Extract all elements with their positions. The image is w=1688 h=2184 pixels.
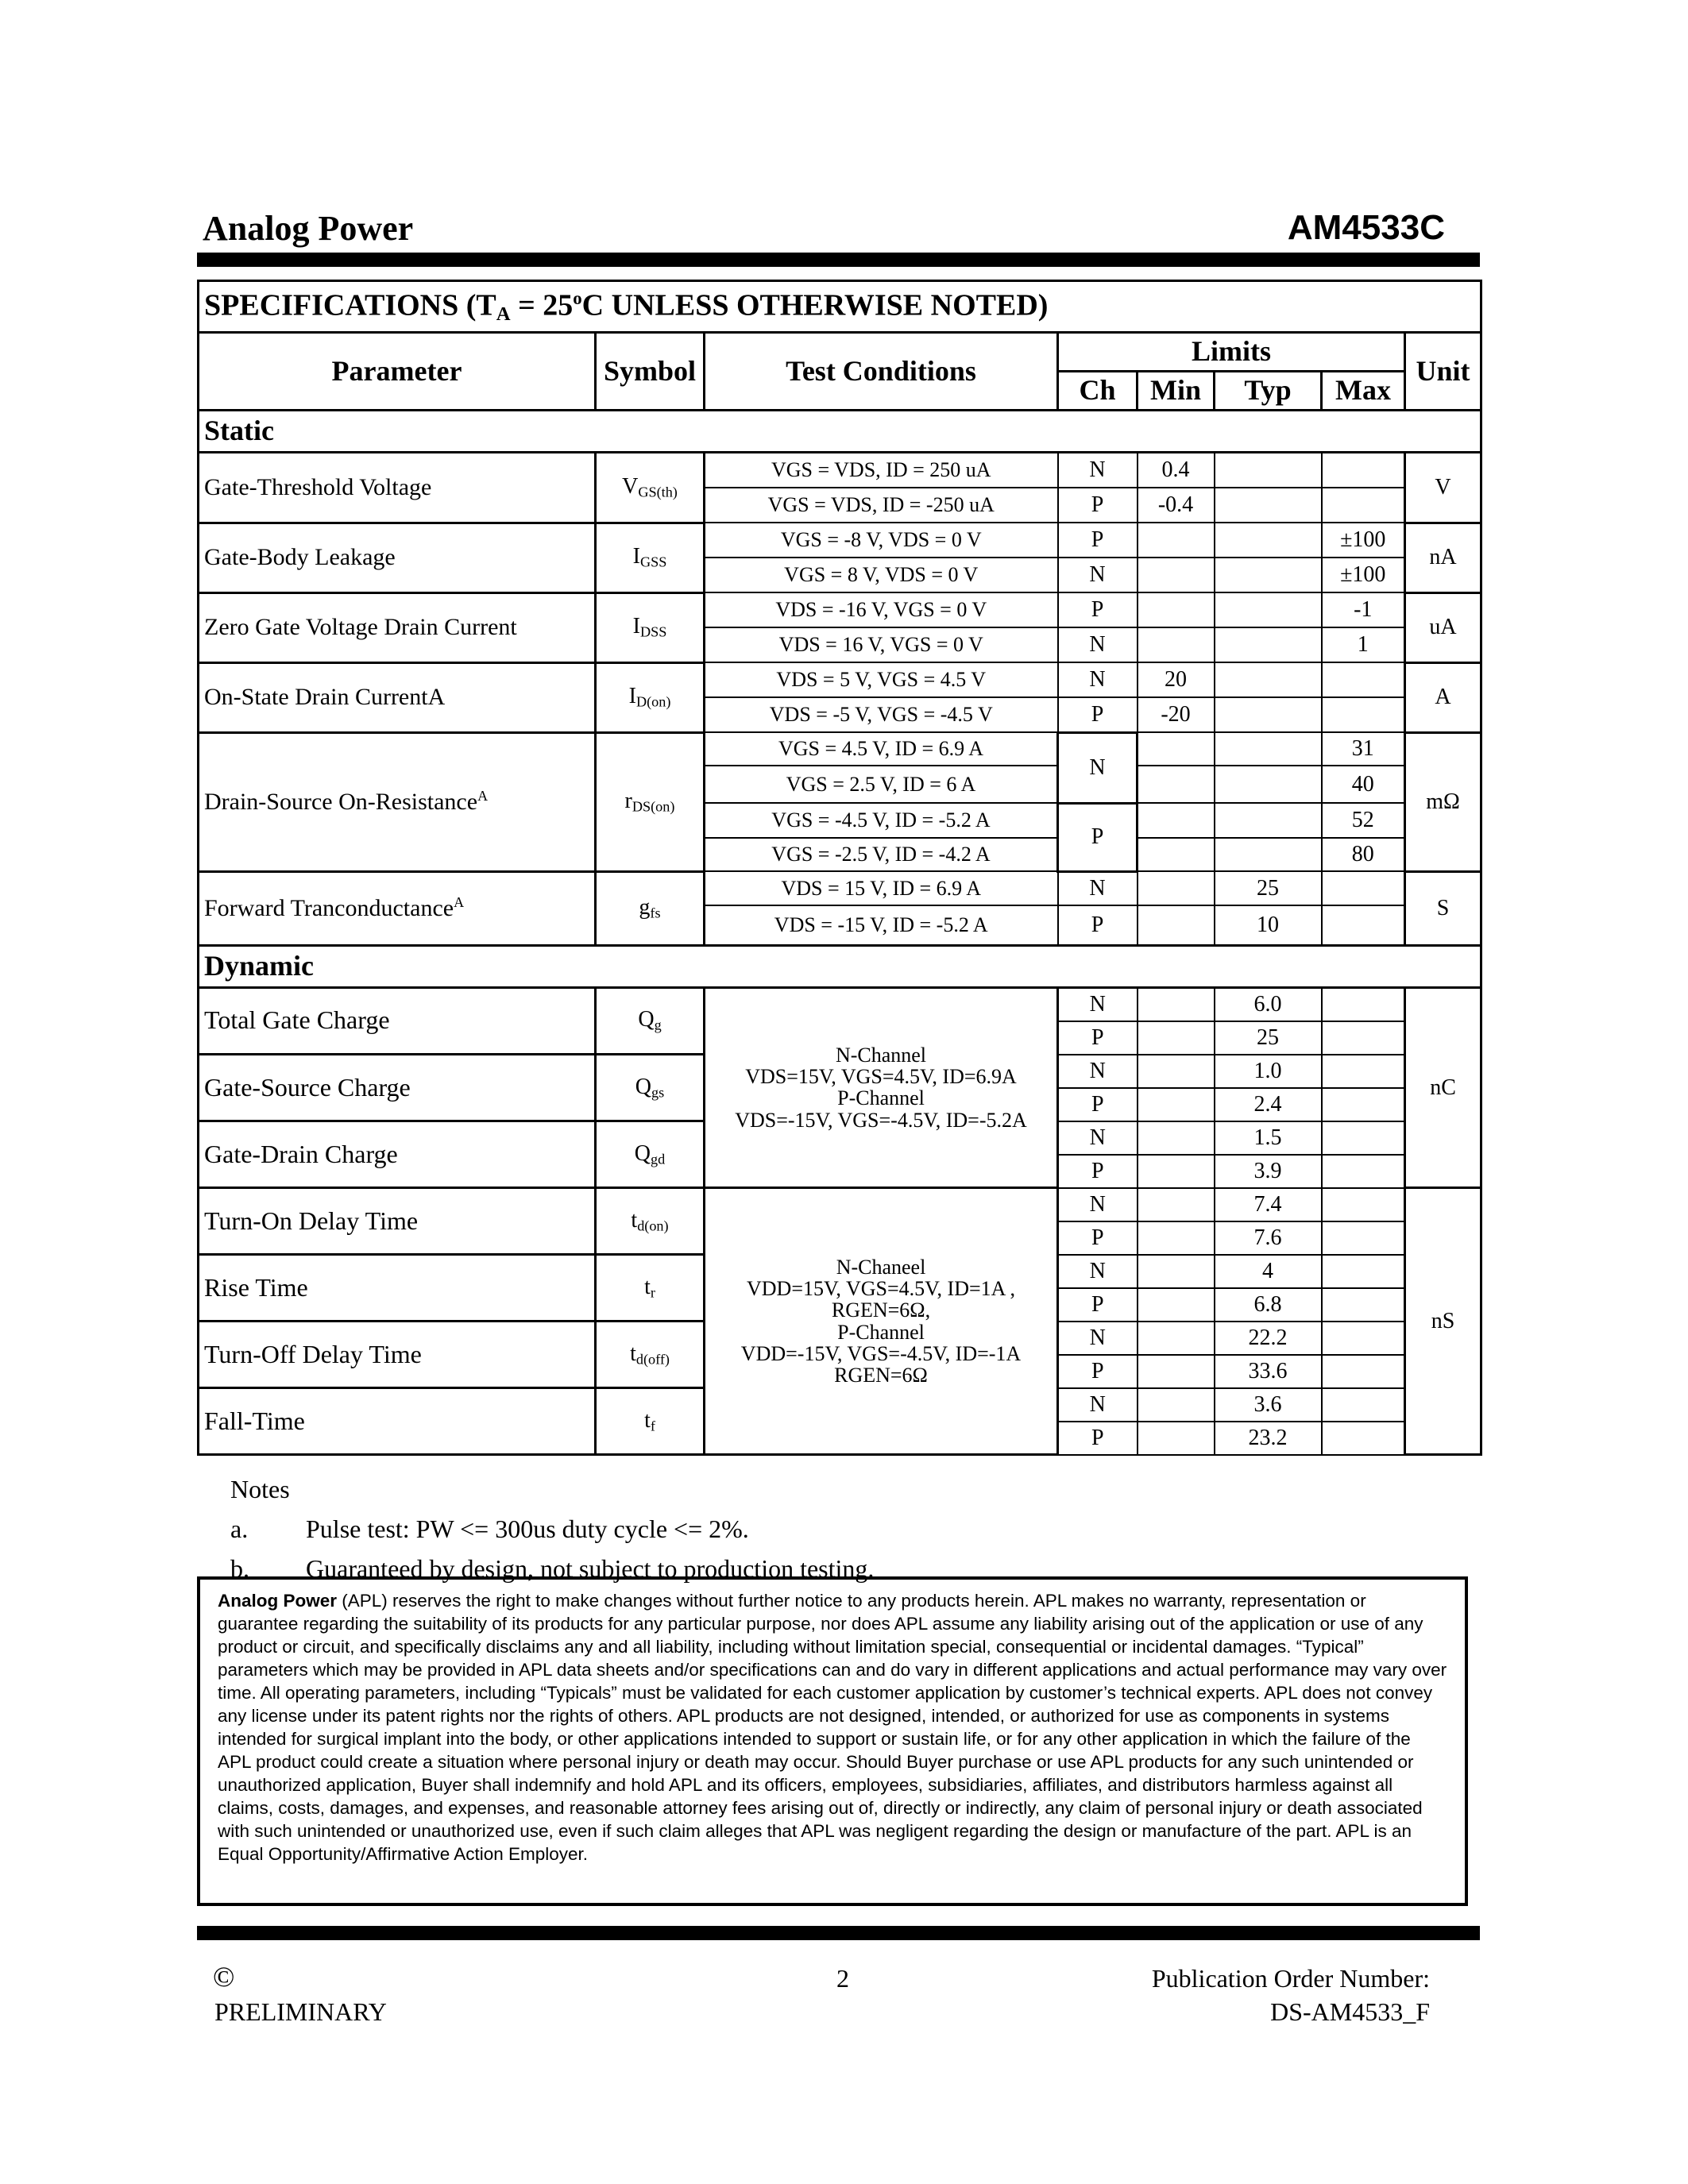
typ-cell: [1215, 766, 1322, 803]
part-number: AM4533C: [1287, 208, 1445, 247]
condition-line: N-Chaneel: [836, 1255, 926, 1279]
condition-line: VDS=-15V, VGS=-4.5V, ID=-5.2A: [735, 1108, 1027, 1132]
condition-line: VDS=15V, VGS=4.5V, ID=6.9A: [745, 1064, 1017, 1088]
param-cell: Rise Time: [199, 1255, 596, 1322]
condition-line: RGEN=6Ω,: [831, 1298, 931, 1322]
spec-table: [197, 280, 1482, 1456]
typ-cell: [1215, 838, 1322, 871]
typ-cell: [1215, 523, 1322, 558]
table-row: [199, 453, 1481, 488]
param-cell: Gate-Source Charge: [199, 1055, 596, 1121]
ch-cell: N: [1058, 1055, 1138, 1088]
min-cell: [1138, 1221, 1215, 1255]
max-cell: [1322, 1221, 1405, 1255]
disclaimer-brand: Analog Power: [218, 1591, 338, 1611]
max-cell: 40: [1322, 766, 1405, 803]
typ-cell: 23.2: [1215, 1422, 1322, 1455]
min-cell: -20: [1138, 697, 1215, 732]
table-row: [199, 1188, 1481, 1221]
min-cell: [1138, 1155, 1215, 1188]
ch-cell: P: [1058, 1221, 1138, 1255]
typ-cell: [1215, 627, 1322, 662]
typ-cell: 6.8: [1215, 1288, 1322, 1322]
typ-cell: 22.2: [1215, 1322, 1322, 1355]
symbol-cell: $Q_{gs}$: [596, 1055, 705, 1121]
ch-cell: P: [1058, 1021, 1138, 1055]
max-cell: 1: [1322, 627, 1405, 662]
typ-cell: [1215, 453, 1322, 488]
min-cell: [1138, 1355, 1215, 1388]
col-header-limits: Limits: [1058, 333, 1405, 372]
ch-cell: N: [1058, 732, 1138, 803]
ch-cell: N: [1058, 662, 1138, 697]
symbol-cell: $Q_g$: [596, 987, 705, 1055]
unit-cell: uA: [1405, 592, 1481, 662]
unit-cell: nS: [1405, 1188, 1481, 1455]
param-cell: Gate-Drain Charge: [199, 1121, 596, 1188]
ch-cell: P: [1058, 523, 1138, 558]
min-cell: [1138, 558, 1215, 592]
cond-cell: VDS = -5 V, VGS = -4.5 V: [705, 697, 1058, 732]
ch-cell: P: [1058, 1355, 1138, 1388]
min-cell: [1138, 766, 1215, 803]
max-cell: [1322, 1388, 1405, 1422]
timing-rows: [199, 1188, 1481, 1455]
ch-cell: P: [1058, 488, 1138, 523]
cond-cell: VGS = 8 V, VDS = 0 V: [705, 558, 1058, 592]
condition-line: P-Channel: [837, 1086, 925, 1110]
note-b-label: b.: [230, 1554, 249, 1583]
typ-cell: 3.6: [1215, 1388, 1322, 1422]
max-cell: [1322, 1288, 1405, 1322]
param-rds-on: Drain-Source On-Resistance$^A$: [199, 732, 596, 871]
param-cell: Total Gate Charge: [199, 987, 596, 1055]
note-a-label: a.: [230, 1515, 249, 1543]
symbol-cell: $I_{D(on)}$: [596, 662, 705, 732]
cond-cell: VGS = 2.5 V, ID = 6 A: [705, 766, 1058, 803]
cond-cell: VDS = 16 V, VGS = 0 V: [705, 627, 1058, 662]
param-gfs: Forward Tranconductance$^A$: [199, 871, 596, 945]
symbol-cell: $I_{GSS}$: [596, 523, 705, 592]
ch-cell: P: [1058, 1422, 1138, 1455]
ch-cell: N: [1058, 558, 1138, 592]
note-a-text: Pulse test: PW <= 300us duty cycle <= 2%.: [306, 1515, 749, 1543]
param-cell: Turn-On Delay Time: [199, 1188, 596, 1255]
max-cell: ±100: [1322, 558, 1405, 592]
symbol-cell: $Q_{gd}$: [596, 1121, 705, 1188]
unit-cell: nA: [1405, 523, 1481, 592]
condition-line: N-Channel: [835, 1043, 927, 1067]
min-cell: [1138, 1388, 1215, 1422]
col-header-max: Max: [1322, 372, 1405, 411]
max-cell: [1322, 1422, 1405, 1455]
note-b-text: Guaranteed by design, not subject to production testing.: [306, 1554, 875, 1583]
max-cell: [1322, 1188, 1405, 1221]
max-cell: [1322, 905, 1405, 946]
unit-cell: nC: [1405, 987, 1481, 1188]
symbol-cell: $t_f$: [596, 1388, 705, 1455]
max-cell: [1322, 987, 1405, 1021]
typ-cell: 7.6: [1215, 1221, 1322, 1255]
copyright-symbol: ©: [213, 1961, 235, 1993]
typ-cell: [1215, 697, 1322, 732]
min-cell: [1138, 1121, 1215, 1155]
max-cell: [1322, 697, 1405, 732]
min-cell: 0.4: [1138, 453, 1215, 488]
max-cell: [1322, 1255, 1405, 1288]
col-header-ch: Ch: [1058, 372, 1138, 411]
table-row: [199, 662, 1481, 697]
ch-cell: N: [1058, 1121, 1138, 1155]
min-cell: [1138, 905, 1215, 946]
company-name: Analog Power: [203, 209, 414, 248]
section-static: Static: [199, 411, 1481, 453]
typ-cell: [1215, 662, 1322, 697]
cond-cell: VGS = -8 V, VDS = 0 V: [705, 523, 1058, 558]
notes-title: Notes: [230, 1475, 290, 1503]
min-cell: [1138, 987, 1215, 1021]
max-cell: [1322, 1055, 1405, 1088]
col-header-min: Min: [1138, 372, 1215, 411]
min-cell: [1138, 871, 1215, 905]
cond-cell: VDS = 15 V, ID = 6.9 A: [705, 871, 1058, 905]
preliminary-label: PRELIMINARY: [214, 1997, 387, 2026]
symbol-gfs: $g_{fs}$: [596, 871, 705, 945]
conditions-cell: [705, 1188, 1058, 1455]
ch-cell: N: [1058, 1322, 1138, 1355]
typ-cell: 25: [1215, 871, 1322, 905]
typ-cell: 25: [1215, 1021, 1322, 1055]
ch-cell: P: [1058, 1288, 1138, 1322]
min-cell: [1138, 1322, 1215, 1355]
cond-cell: VDS = -16 V, VGS = 0 V: [705, 592, 1058, 627]
symbol-cell: $I_{DSS}$: [596, 592, 705, 662]
typ-cell: [1215, 488, 1322, 523]
ch-cell: P: [1058, 1155, 1138, 1188]
max-cell: [1322, 1021, 1405, 1055]
param-cell: Zero Gate Voltage Drain Current: [199, 592, 596, 662]
min-cell: [1138, 1088, 1215, 1121]
ch-cell: P: [1058, 1088, 1138, 1121]
ch-cell: N: [1058, 871, 1138, 905]
typ-cell: 4: [1215, 1255, 1322, 1288]
unit-gfs: S: [1405, 871, 1481, 945]
col-header-symbol: Symbol: [596, 333, 705, 411]
symbol-cell: $V_{GS(th)}$: [596, 453, 705, 523]
section-dynamic: Dynamic: [199, 945, 1481, 987]
min-cell: [1138, 803, 1215, 838]
param-cell: Gate-Threshold Voltage: [199, 453, 596, 523]
typ-cell: [1215, 592, 1322, 627]
max-cell: [1322, 1088, 1405, 1121]
page-number: 2: [836, 1964, 849, 1993]
ch-cell: N: [1058, 1388, 1138, 1422]
min-cell: [1138, 1255, 1215, 1288]
cond-cell: VGS = VDS, ID = -250 uA: [705, 488, 1058, 523]
cond-cell: VGS = 4.5 V, ID = 6.9 A: [705, 732, 1058, 766]
header-rule: [197, 253, 1480, 267]
typ-cell: 1.5: [1215, 1121, 1322, 1155]
max-cell: 31: [1322, 732, 1405, 766]
ch-cell: P: [1058, 697, 1138, 732]
typ-cell: [1215, 803, 1322, 838]
param-cell: Turn-Off Delay Time: [199, 1322, 596, 1388]
ch-cell: N: [1058, 987, 1138, 1021]
min-cell: [1138, 1021, 1215, 1055]
ch-cell: P: [1058, 905, 1138, 946]
max-cell: -1: [1322, 592, 1405, 627]
min-cell: [1138, 523, 1215, 558]
max-cell: 80: [1322, 838, 1405, 871]
charge-rows: [199, 987, 1481, 1188]
conditions-cell: [705, 987, 1058, 1188]
unit-cell: V: [1405, 453, 1481, 523]
table-row: [199, 987, 1481, 1021]
unit-cell: A: [1405, 662, 1481, 732]
max-cell: [1322, 871, 1405, 905]
typ-cell: 7.4: [1215, 1188, 1322, 1221]
symbol-cell: $t_{d(off)}$: [596, 1322, 705, 1388]
max-cell: [1322, 662, 1405, 697]
condition-line: P-Channel: [837, 1320, 925, 1344]
min-cell: [1138, 732, 1215, 766]
unit-rds-on: mΩ: [1405, 732, 1481, 871]
disclaimer-text: (APL) reserves the right to make changes without further notice to any products herein. APL makes no warranty, representation or guarantee regarding the suitability of its products for any particular purpose, nor does APL assume any liability arising out of the application or use of any product or circuit, and specifically disclaims any and all liability, including without limitation special, consequential or incidental damages. “Typical” parameters which may be provided in APL data sheets and/or specifications can and do vary in different applications and actual performance may vary over time. All operating parameters, including “Typicals” must be validated for each customer application by customer’s technical experts. APL does not convey any license under its patent rights nor the rights of others. APL products are not designed, intended, or authorized for use as components in systems intended for surgical implant into the body, or other applications intended to support or sustain life, or for any other application in which the failure of the APL product could create a situation where personal injury or death may occur. Should Buyer purchase or use APL products for any such unintended or unauthorized application, Buyer shall indemnify and hold APL and its officers, employees, subsidiaries, affiliates, and distributors harmless against all claims, costs, damages, and expenses, and reasonable attorney fees arising out of, directly or indirectly, any claim of personal injury or death associated with such unintended or unauthorized use, even if such claim alleges that APL was negligent regarding the design or manufacture of the part. APL is an Equal Opportunity/Affirmative Action Employer.: [218, 1591, 1447, 1864]
typ-cell: [1215, 732, 1322, 766]
ch-cell: N: [1058, 453, 1138, 488]
table-row: [199, 523, 1481, 558]
cond-cell: VDS = -15 V, ID = -5.2 A: [705, 905, 1058, 946]
ch-cell: N: [1058, 627, 1138, 662]
condition-line: VDD=-15V, VGS=-4.5V, ID=-1A: [740, 1341, 1022, 1365]
max-cell: [1322, 1355, 1405, 1388]
min-cell: [1138, 1055, 1215, 1088]
max-cell: [1322, 1322, 1405, 1355]
static-rows: [199, 453, 1481, 733]
cond-cell: VDS = 5 V, VGS = 4.5 V: [705, 662, 1058, 697]
min-cell: [1138, 1288, 1215, 1322]
typ-cell: [1215, 558, 1322, 592]
typ-cell: 6.0: [1215, 987, 1322, 1021]
col-header-unit: Unit: [1405, 333, 1481, 411]
publication-label: Publication Order Number:: [1151, 1964, 1430, 1993]
max-cell: [1322, 488, 1405, 523]
col-header-typ: Typ: [1215, 372, 1322, 411]
param-cell: Gate-Body Leakage: [199, 523, 596, 592]
table-row: [199, 592, 1481, 627]
symbol-rds-on: $r_{DS(on)}$: [596, 732, 705, 871]
spec-title: SPECIFICATIONS ($T_A = 25^oC$ UNLESS OTHERWISE NOTED): [199, 281, 1481, 333]
min-cell: [1138, 1188, 1215, 1221]
condition-line: RGEN=6Ω: [834, 1364, 928, 1387]
cond-cell: VGS = -2.5 V, ID = -4.2 A: [705, 838, 1058, 871]
publication-number: DS-AM4533_F: [1270, 1997, 1430, 2026]
min-cell: [1138, 627, 1215, 662]
ch-cell: N: [1058, 1255, 1138, 1288]
param-cell: Fall-Time: [199, 1388, 596, 1455]
min-cell: [1138, 1422, 1215, 1455]
typ-cell: 10: [1215, 905, 1322, 946]
symbol-cell: $t_r$: [596, 1255, 705, 1322]
ch-cell: P: [1058, 592, 1138, 627]
max-cell: ±100: [1322, 523, 1405, 558]
ch-cell: N: [1058, 1188, 1138, 1221]
col-header-parameter: Parameter: [199, 333, 596, 411]
symbol-cell: $t_{d(on)}$: [596, 1188, 705, 1255]
col-header-test-conditions: Test Conditions: [705, 333, 1058, 411]
max-cell: [1322, 1121, 1405, 1155]
footer-rule: [197, 1926, 1480, 1940]
condition-line: VDD=15V, VGS=4.5V, ID=1A ,: [747, 1276, 1015, 1300]
min-cell: 20: [1138, 662, 1215, 697]
typ-cell: 33.6: [1215, 1355, 1322, 1388]
ch-cell: P: [1058, 803, 1138, 871]
typ-cell: 1.0: [1215, 1055, 1322, 1088]
min-cell: [1138, 838, 1215, 871]
cond-cell: VGS = -4.5 V, ID = -5.2 A: [705, 803, 1058, 838]
min-cell: -0.4: [1138, 488, 1215, 523]
typ-cell: 2.4: [1215, 1088, 1322, 1121]
param-cell: On-State Drain CurrentA: [199, 662, 596, 732]
max-cell: [1322, 453, 1405, 488]
max-cell: 52: [1322, 803, 1405, 838]
cond-cell: VGS = VDS, ID = 250 uA: [705, 453, 1058, 488]
disclaimer-box: [197, 1576, 1468, 1906]
min-cell: [1138, 592, 1215, 627]
typ-cell: 3.9: [1215, 1155, 1322, 1188]
max-cell: [1322, 1155, 1405, 1188]
